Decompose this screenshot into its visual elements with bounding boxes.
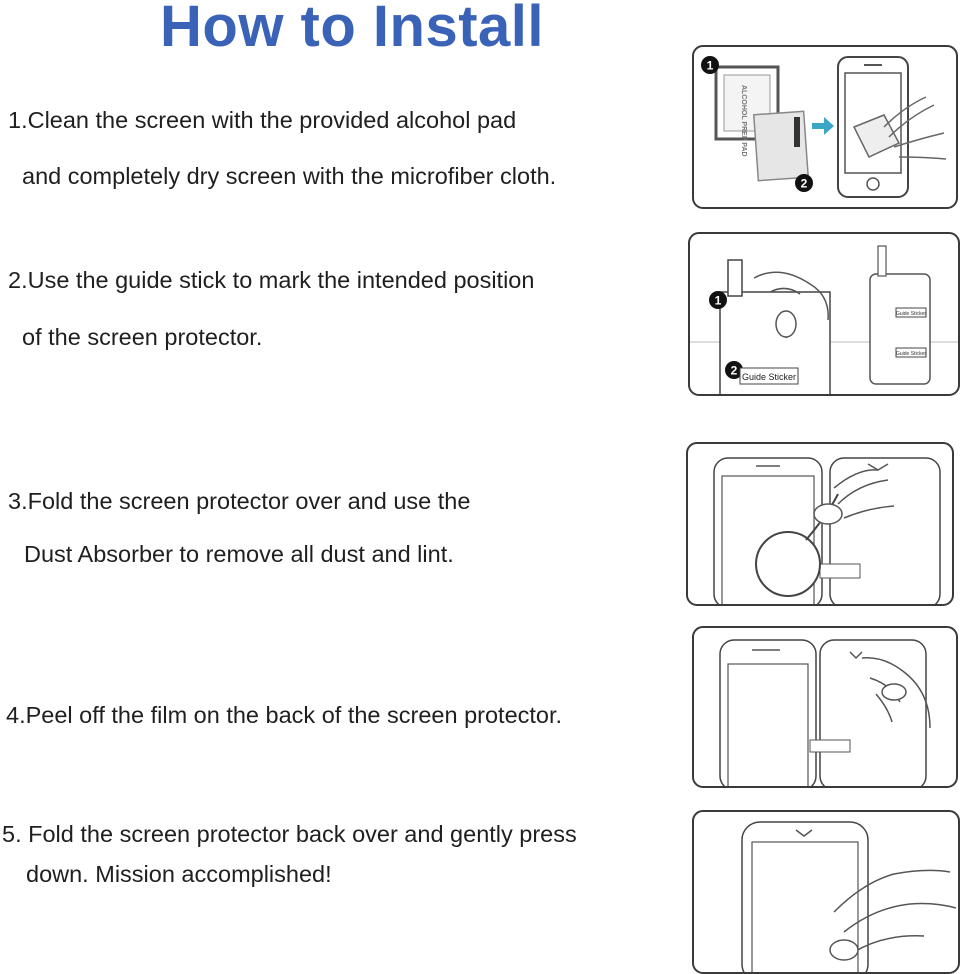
step-3-drawing	[688, 444, 952, 604]
step-1-illustration	[692, 45, 958, 209]
badge-1-label: 1	[706, 58, 714, 73]
step-1-line-2: and completely dry screen with the microfiber cloth.	[22, 163, 557, 189]
step-4-illustration	[692, 626, 958, 788]
step-3-illustration	[686, 442, 954, 606]
step-5-drawing	[694, 812, 958, 972]
small-sticker-label-top: Guide Sticker	[895, 311, 927, 317]
step-2-line-1: 2.Use the guide stick to mark the intended position	[8, 267, 535, 293]
badge-1-label: 1	[714, 293, 722, 308]
badge-2-label: 2	[800, 176, 808, 191]
page-title: How to Install	[160, 0, 544, 59]
step-4-line-1: 4.Peel off the film on the back of the screen protector.	[6, 702, 563, 728]
step-1-drawing	[694, 47, 956, 207]
guide-sticker-label: Guide Sticker	[741, 372, 797, 382]
step-2-line-2: of the screen protector.	[22, 324, 263, 350]
badge-2-label: 2	[730, 363, 738, 378]
step-2-drawing	[690, 234, 958, 394]
arrow-right-icon	[812, 117, 834, 135]
step-1-line-1: 1.Clean the screen with the provided alcohol pad	[8, 107, 517, 133]
step-5-illustration	[692, 810, 960, 974]
step-5-line-2: down. Mission accomplished!	[26, 861, 332, 887]
step-2-illustration	[688, 232, 960, 396]
small-sticker-label-bottom: Guide Sticker	[895, 351, 927, 357]
step-3-line-1: 3.Fold the screen protector over and use the	[8, 488, 471, 514]
alcohol-pad-label: ALCOHOL PREP PAD	[740, 85, 747, 157]
step-4-drawing	[694, 628, 956, 786]
step-5-line-1: 5. Fold the screen protector back over and gently press	[2, 821, 577, 847]
step-3-line-2: Dust Absorber to remove all dust and lint.	[24, 541, 454, 567]
